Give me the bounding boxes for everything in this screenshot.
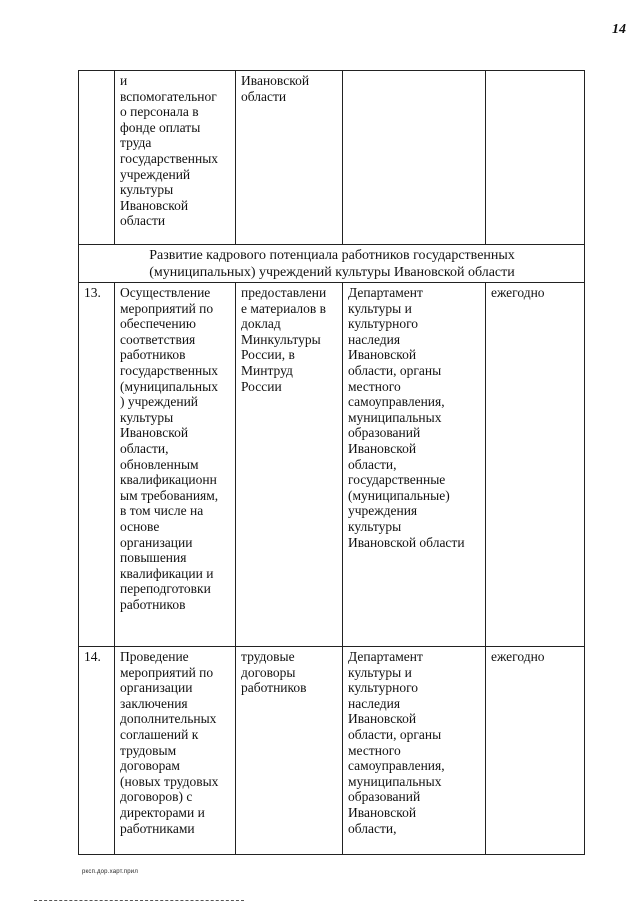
row-number-cell (79, 71, 115, 245)
footer-code: рксп.дор.харт.прил (82, 869, 139, 875)
activity-cell: и вспомогательног о персонала в фонде оплаты труда государственных учреждений культуры Ивановской области (115, 71, 236, 245)
result-cell: трудовые договоры работников (236, 647, 343, 855)
deadline-cell (486, 71, 585, 245)
table-row (79, 283, 585, 647)
activities-table (78, 70, 585, 855)
deadline-cell: ежегодно (486, 283, 585, 647)
bottom-rule (34, 900, 244, 901)
table-row (79, 71, 585, 245)
result-cell: Ивановской области (236, 71, 343, 245)
section-row (79, 245, 585, 283)
page-number: 14 (612, 22, 626, 37)
activity-cell: Осуществление мероприятий по обеспечению соответствия работников государственных (муниципальных ) учреждений культуры Ивановской области, обновленным квалификационн ым требованиям, в том числе на основе организации повышения квалификации и переподготовки работников (115, 283, 236, 647)
table-row (79, 647, 585, 855)
executor-cell (343, 71, 486, 245)
executor-cell: Департамент культуры и культурного наследия Ивановской области, органы местного самоуправления, муниципальных образований Ивановской области, (343, 647, 486, 855)
row-number-cell: 14. (79, 647, 115, 855)
activity-cell: Проведение мероприятий по организации заключения дополнительных соглашений к трудовым договорам (новых трудовых договоров) с директорами и работниками (115, 647, 236, 855)
section-title: Развитие кадрового потенциала работников государственных (муниципальных) учреждений культуры Ивановской области (79, 245, 585, 283)
deadline-cell: ежегодно (486, 647, 585, 855)
result-cell: предоставлени е материалов в доклад Минкультуры России, в Минтруд России (236, 283, 343, 647)
row-number-cell: 13. (79, 283, 115, 647)
executor-cell: Департамент культуры и культурного наследия Ивановской области, органы местного самоуправления, муниципальных образований Ивановской области, государственные (муниципальные) учреждения культуры Ивановской области (343, 283, 486, 647)
